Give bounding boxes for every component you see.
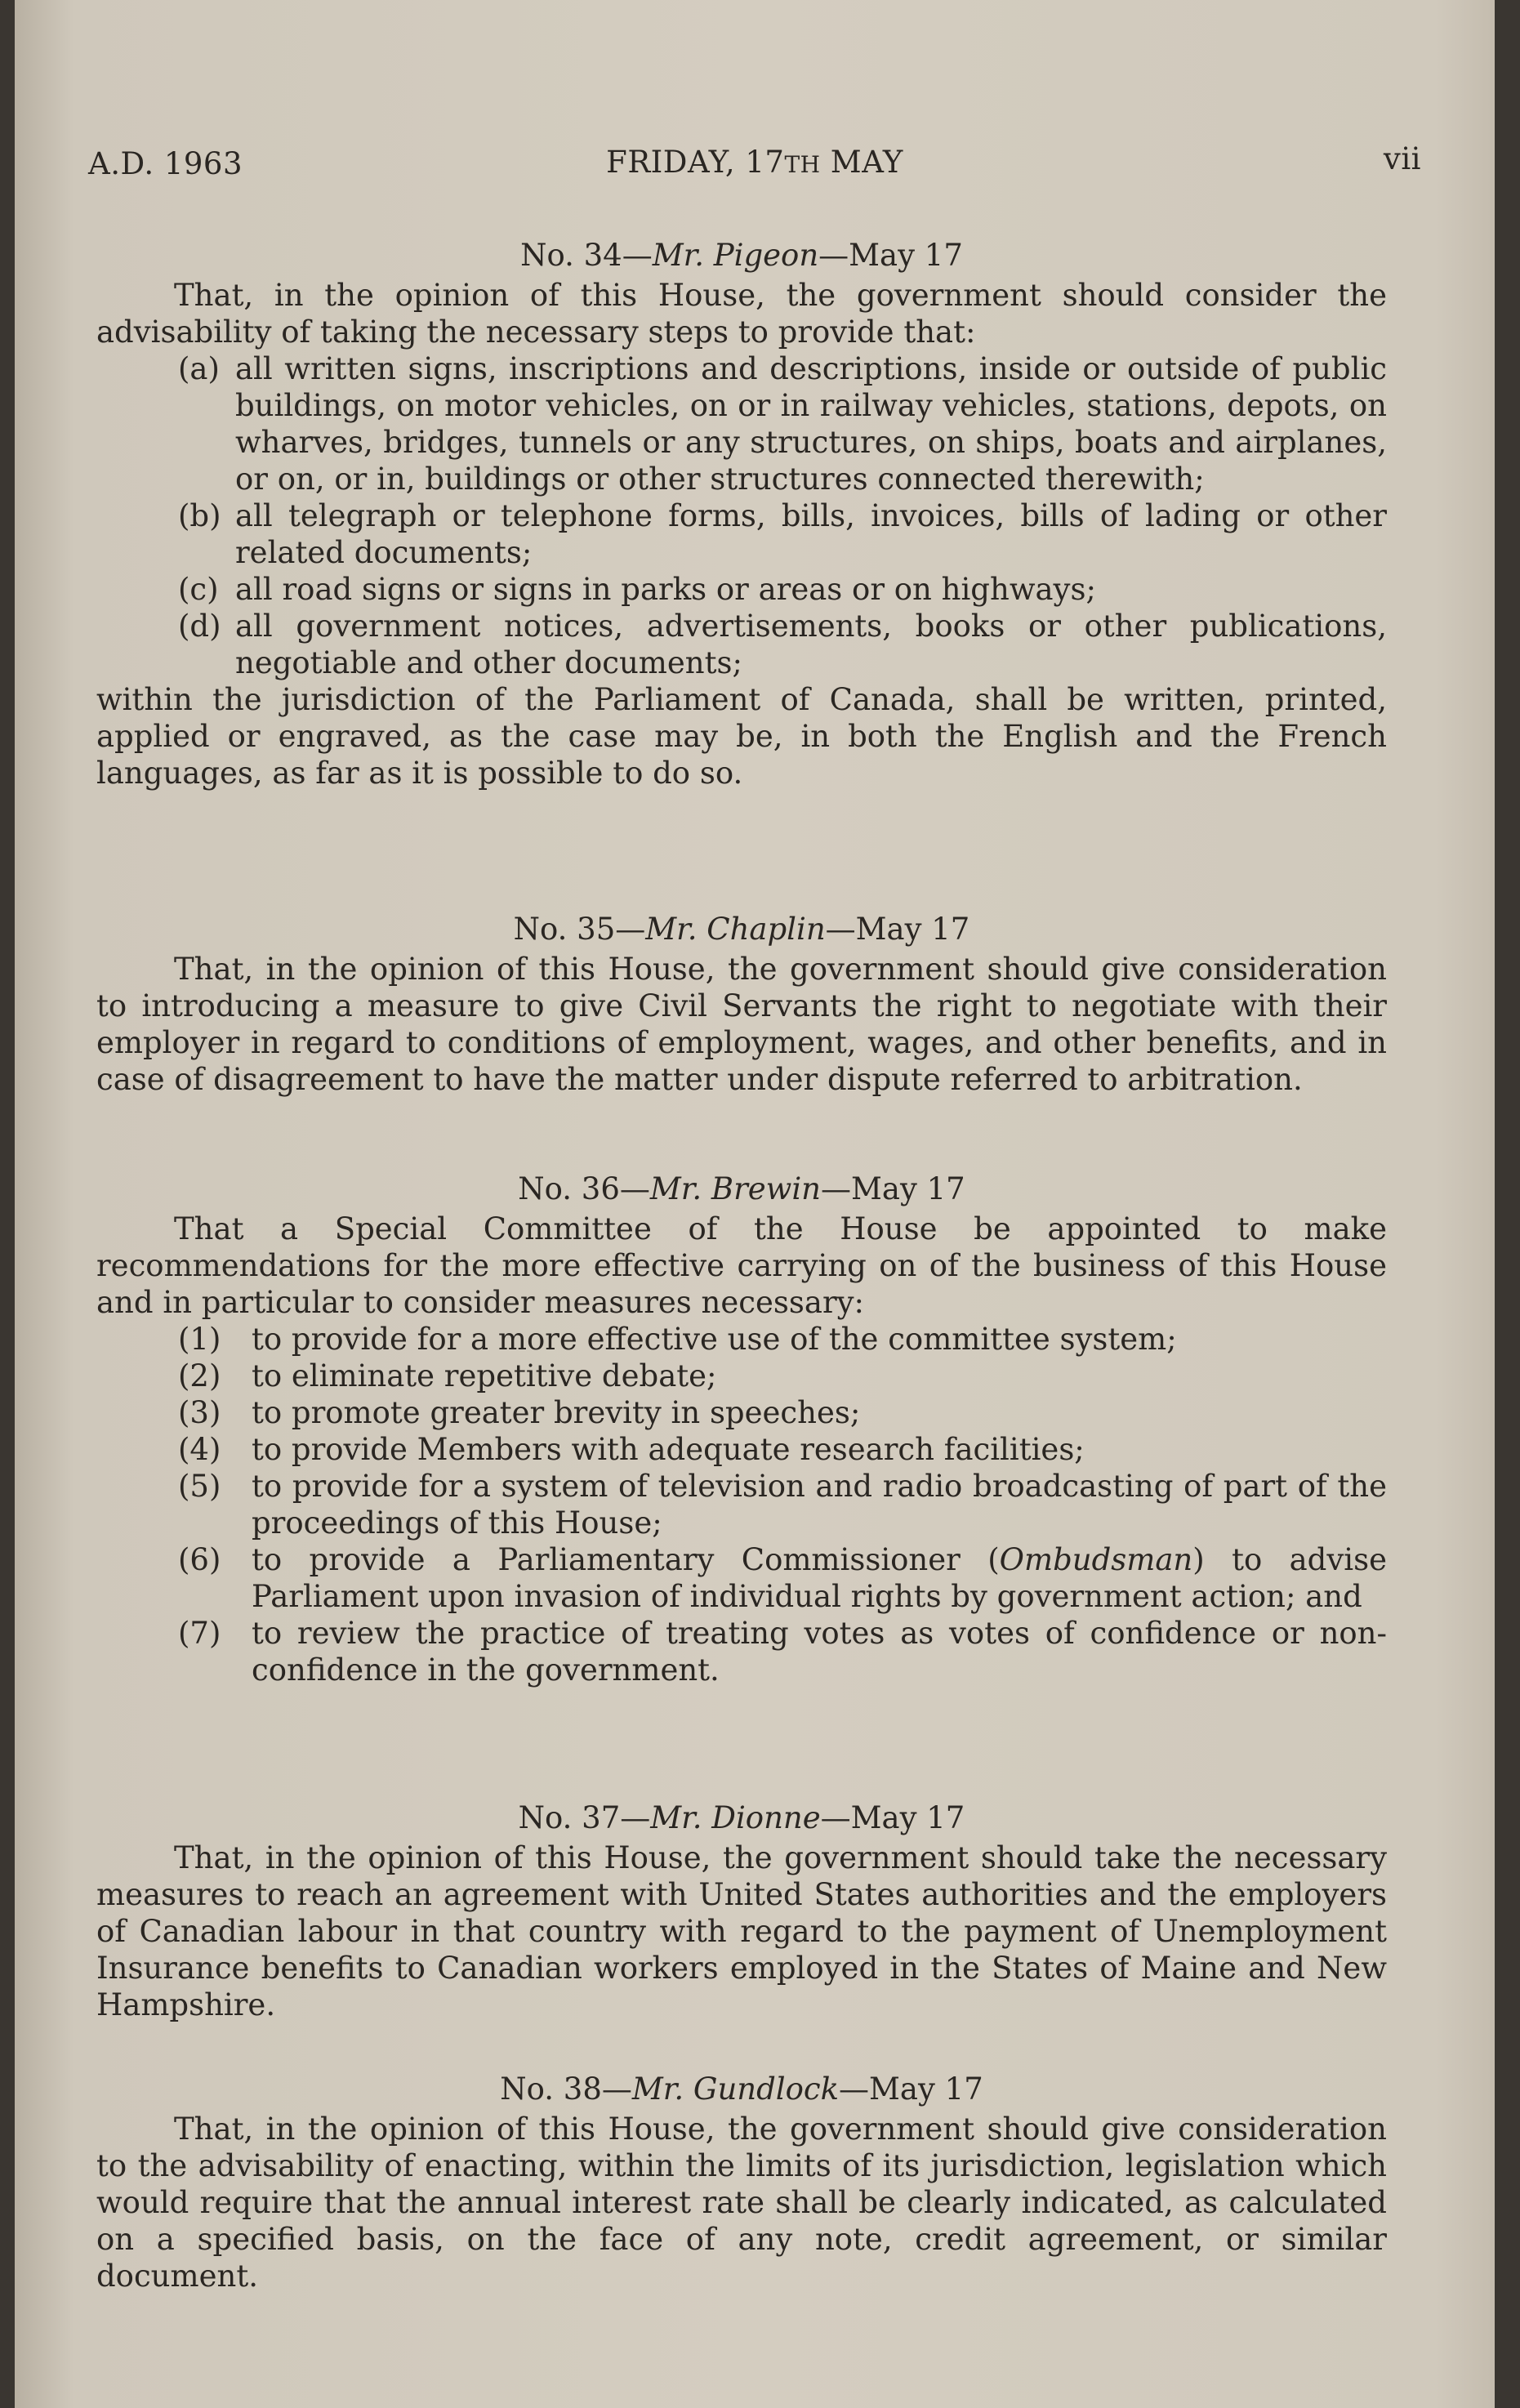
list-item: (a) all written signs, inscriptions and descriptions, inside or outside of public buildings, on motor vehicles, on or in railway vehicles, stations, depots, on wharves, bridges, tunnels or any structures, on ships, boats and airplanes, or on, or in, buildings or other structures connected therewith; <box>178 351 1387 497</box>
list-item: (d) all government notices, advertisements, books or other publications, negotiable and other documents; <box>178 609 1387 680</box>
list-item: (6) to provide a Parliamentary Commissioner (Ombudsman) to advise Parliament upon invasion of individual rights by government action; and <box>178 1542 1387 1614</box>
page-number: vii <box>1383 141 1421 176</box>
page-header <box>88 141 1421 186</box>
list-item: (c) all road signs or signs in parks or areas or on highways; <box>178 572 1096 607</box>
notice-text: That, in the opinion of this House, the government should take the necessary measures to reach an agreement with United States authorities and the employers of Canadian labour in that country with regard to the payment of Unemployment Insurance benefits to Canadian workers employed in the States of Maine and New Hampshire. <box>96 1840 1387 2022</box>
notice-title: No. 37—Mr. Dionne—May 17 <box>518 1800 965 1835</box>
document-page <box>15 0 1495 2408</box>
notice-title: No. 38—Mr. Gundlock—May 17 <box>500 2071 983 2107</box>
header-date: FRIDAY, 17TH MAY <box>606 145 903 180</box>
list-item: (3) to promote greater brevity in speeches; <box>178 1395 861 1430</box>
list-item: (5) to provide for a system of television and radio broadcasting of part of the proceedings of this House; <box>178 1469 1387 1541</box>
notice-title: No. 34—Mr. Pigeon—May 17 <box>520 238 963 273</box>
list-item: (4) to provide Members with adequate research facilities; <box>178 1432 1085 1467</box>
notice-text: That, in the opinion of this House, the government should consider the advisability of taking the necessary steps to provide that: <box>96 278 1387 350</box>
notice-35 <box>96 911 1387 1098</box>
list-item: (1) to provide for a more effective use of the committee system; <box>178 1322 1177 1357</box>
notice-34 <box>96 237 1387 792</box>
notice-text: That, in the opinion of this House, the government should give consideration to introducing a measure to give Civil Servants the right to negotiate with their employer in regard to conditions of employment, wages, and other benefits, and in case of disagreement to have the matter under dispute referred to arbitration. <box>96 952 1387 1097</box>
notice-37 <box>96 1799 1387 2023</box>
list-item: (7) to review the practice of treating votes as votes of confidence or non-confidence in the government. <box>178 1616 1387 1688</box>
list-item: (2) to eliminate repetitive debate; <box>178 1358 717 1394</box>
notice-closing: within the jurisdiction of the Parliament of Canada, shall be written, printed, applied or engraved, as the case may be, in both the English and the French languages, as far as it is possible to do so. <box>96 682 1387 791</box>
notice-items <box>96 1321 1387 1688</box>
notice-38 <box>96 2071 1387 2294</box>
notice-text: That, in the opinion of this House, the government should give consideration to the advisability of enacting, within the limits of its jurisdiction, legislation which would require that the annual interest rate shall be clearly indicated, as calculated on a specified basis, on the face of any note, credit agreement, or similar document. <box>96 2111 1387 2294</box>
notice-36 <box>96 1171 1387 1688</box>
notice-title: No. 36—Mr. Brewin—May 17 <box>518 1171 965 1206</box>
notice-text: That a Special Committee of the House be appointed to make recommendations for the more effective carrying on of the business of this House and in particular to consider measures necessary: <box>96 1211 1387 1320</box>
list-item: (b) all telegraph or telephone forms, bills, invoices, bills of lading or other related documents; <box>178 498 1387 570</box>
notice-items <box>96 350 1387 681</box>
header-year: A.D. 1963 <box>88 146 243 181</box>
notice-title: No. 35—Mr. Chaplin—May 17 <box>513 912 970 947</box>
